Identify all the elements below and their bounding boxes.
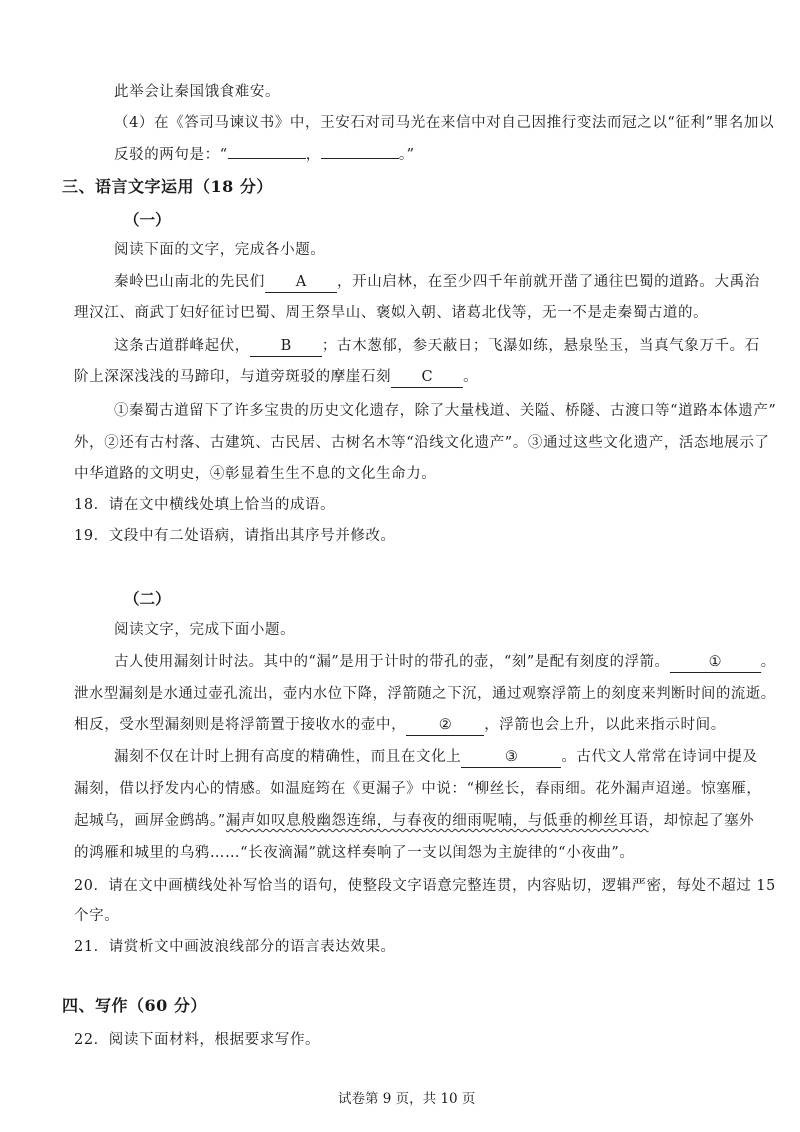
p5-line1: 漏刻不仅在计时上拥有高度的精确性，而且在文化上 ③ 。古代文人常常在诗词中提及 xyxy=(114,747,758,768)
q4-line2: 反驳的两句是：“ ， 。” xyxy=(114,147,415,163)
section-four-heading: 四、写作（60 分） xyxy=(62,996,207,1015)
p3-line3: 中华道路的文明史，④彰显着生生不息的文化生命力。 xyxy=(74,466,437,482)
p4-line2: 泄水型漏刻是水通过壶孔流出，壶内水位下降，浮箭随之下沉，通过观察浮箭上的刻度来判断时间的流逝。 xyxy=(74,686,776,702)
question-19: 19．文段中有二处语病，请指出其序号并修改。 xyxy=(74,528,396,544)
page-footer: 试卷第 9 页，共 10 页 xyxy=(338,1091,476,1107)
wavy-underlined-text-1: 漏声如叹息般幽怨连绵，与春夜的细雨呢喃，与低垂的柳丝耳语 xyxy=(225,813,649,829)
blank-2: ② xyxy=(406,715,484,736)
p2-line2: 阶上深深浅浅的马蹄印，与道旁斑驳的摩崖石刻 C 。 xyxy=(74,367,478,388)
blank-b: B xyxy=(250,336,322,357)
q4-line1: （4）在《答司马谏议书》中，王安石对司马光在来信中对自己因推行变法而冠之以“征利”罪名加以 xyxy=(114,115,775,131)
part-one-heading: （一） xyxy=(124,210,171,229)
blank-a: A xyxy=(265,272,337,293)
question-21: 21．请赏析文中画波浪线部分的语言表达效果。 xyxy=(74,939,396,955)
question-20-line2: 个字。 xyxy=(74,908,120,924)
p5-line4: 的鸿雁和城里的乌鸦……“长夜滴漏”就这样奏响了一支以闺怨为主旋律的“小夜曲”。 xyxy=(74,845,635,861)
p3-line1: ①秦蜀古道留下了许多宝贵的历史文化遗存，除了大量栈道、关隘、桥隧、古渡口等“道路本体遗产” xyxy=(114,403,777,419)
p3-line2: 外，②还有古村落、古建筑、古民居、古树名木等“沿线文化遗产”。③通过这些文化遗产，活态地展示了 xyxy=(74,435,770,451)
question-18: 18．请在文中横线处填上恰当的成语。 xyxy=(74,497,336,513)
p1-line2: 理汉江、商武丁妇好征讨巴蜀、周王祭旱山、褒姒入朝、诸葛北伐等，无一不是走秦蜀古道的。 xyxy=(74,305,709,321)
p5-line2: 漏刻，借以抒发内心的情感。如温庭筠在《更漏子》中说：“柳丝长，春雨细。花外漏声迢递。惊塞雁， xyxy=(74,781,762,797)
part-two-heading: （二） xyxy=(124,589,171,608)
p2-line1: 这条古道群峰起伏， B ；古木葱郁，参天蔽日；飞瀑如练，悬泉坠玉，当真气象万千。石 xyxy=(114,336,760,357)
p4-line1: 古人使用漏刻计时法。其中的“漏”是用于计时的带孔的壶，“刻”是配有刻度的浮箭。 ① 。 xyxy=(114,652,776,673)
question-20-line1: 20．请在文中画横线处补写恰当的语句，使整段文字语意完整连贯，内容贴切，逻辑严密，每处不超过 15 xyxy=(74,878,776,894)
question-22: 22．阅读下面材料，根据要求写作。 xyxy=(74,1032,321,1048)
blank-1: ① xyxy=(670,652,761,673)
p1-line1: 秦岭巴山南北的先民们 A ，开山启林，在至少四千年前就开凿了通往巴蜀的道路。大禹治 xyxy=(114,272,760,293)
p5-line3: 起城乌，画屏金鹧鸪。”漏声如叹息般幽怨连绵，与春夜的细雨呢喃，与低垂的柳丝耳语，却惊起了塞外 xyxy=(74,813,755,829)
blank-c: C xyxy=(391,367,463,388)
part-one-instruction: 阅读下面的文字，完成各小题。 xyxy=(114,242,326,258)
continuation-line: 此举会让秦国饿食难安。 xyxy=(114,84,281,100)
part-two-instruction: 阅读文字，完成下面小题。 xyxy=(114,622,296,638)
section-three-heading: 三、语言文字运用（18 分） xyxy=(62,177,273,196)
blank-3: ③ xyxy=(461,747,561,768)
p4-line3: 相反，受水型漏刻则是将浮箭置于接收水的壶中， ② ，浮箭也会上升，以此来指示时间。 xyxy=(74,715,726,736)
